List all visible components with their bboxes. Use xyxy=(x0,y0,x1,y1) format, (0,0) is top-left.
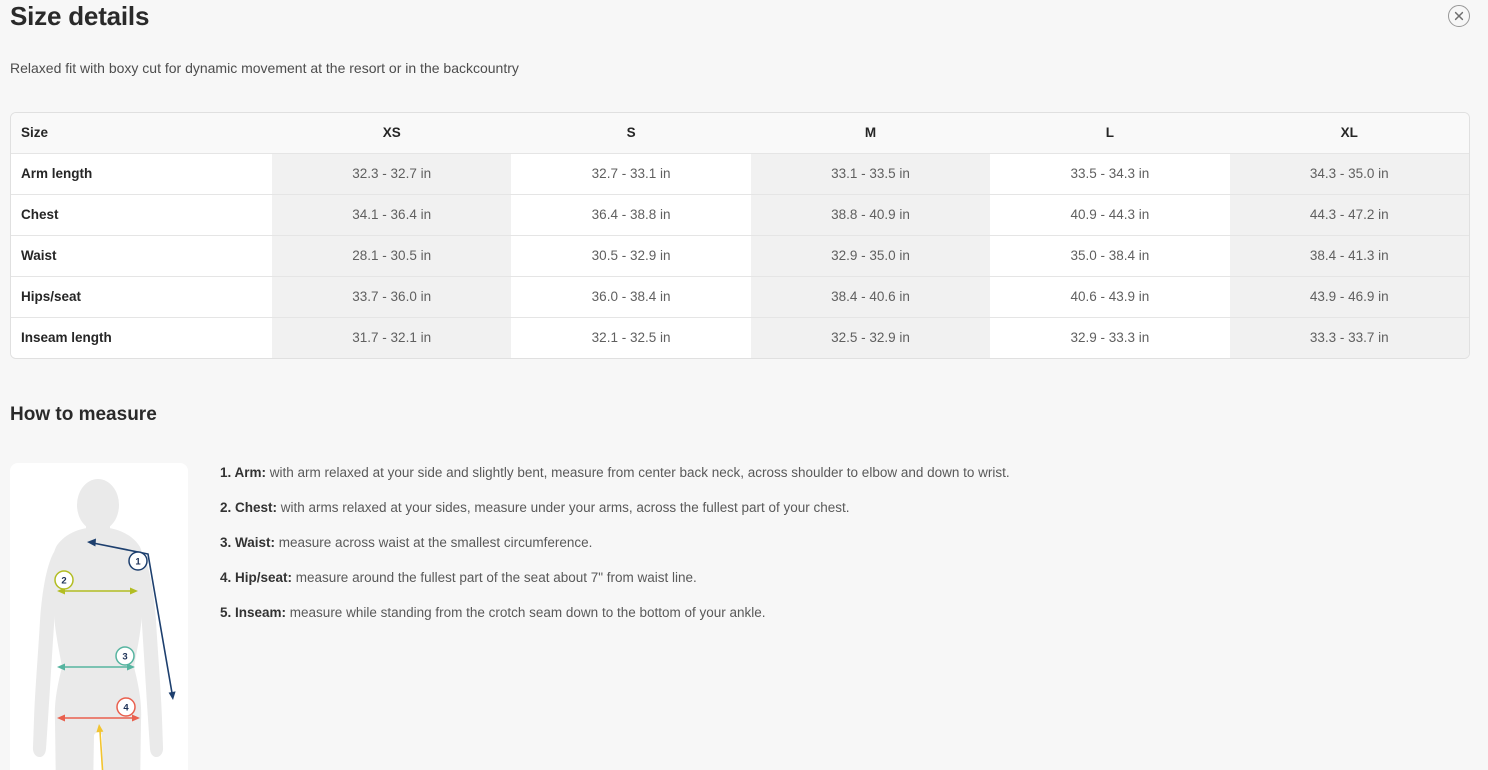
column-header-l: L xyxy=(990,113,1229,153)
cell-m: 38.8 - 40.9 in xyxy=(751,194,990,235)
measure-step-chest: 2. Chest: with arms relaxed at your sides, measure under your arms, across the fullest part of your chest. xyxy=(220,500,850,515)
measure-step-inseam: 5. Inseam: measure while standing from the crotch seam down to the bottom of your ankle. xyxy=(220,605,766,620)
cell-xs: 34.1 - 36.4 in xyxy=(272,194,511,235)
svg-text:4: 4 xyxy=(123,702,129,714)
measurement-diagram xyxy=(10,463,188,770)
cell-m: 32.5 - 32.9 in xyxy=(751,317,990,358)
cell-l: 40.6 - 43.9 in xyxy=(990,276,1229,317)
close-button[interactable] xyxy=(1447,4,1471,28)
table-row xyxy=(11,317,1469,358)
column-header-size: Size xyxy=(11,113,272,153)
cell-xl: 34.3 - 35.0 in xyxy=(1230,153,1469,194)
body-silhouette-diagram xyxy=(10,463,188,770)
cell-m: 38.4 - 40.6 in xyxy=(751,276,990,317)
table-row xyxy=(11,235,1469,276)
size-table-container xyxy=(10,112,1470,359)
table-row xyxy=(11,276,1469,317)
cell-l: 32.9 - 33.3 in xyxy=(990,317,1229,358)
column-header-xs: XS xyxy=(272,113,511,153)
row-label: Arm length xyxy=(11,153,272,194)
cell-xs: 28.1 - 30.5 in xyxy=(272,235,511,276)
measure-step-waist: 3. Waist: measure across waist at the smallest circumference. xyxy=(220,535,593,550)
cell-s: 30.5 - 32.9 in xyxy=(511,235,750,276)
row-label: Hips/seat xyxy=(11,276,272,317)
cell-s: 36.0 - 38.4 in xyxy=(511,276,750,317)
cell-xl: 44.3 - 47.2 in xyxy=(1230,194,1469,235)
measure-instructions xyxy=(220,463,1010,641)
cell-m: 32.9 - 35.0 in xyxy=(751,235,990,276)
row-label: Chest xyxy=(11,194,272,235)
cell-xs: 32.3 - 32.7 in xyxy=(272,153,511,194)
cell-l: 35.0 - 38.4 in xyxy=(990,235,1229,276)
body-silhouette xyxy=(33,479,163,770)
cell-xl: 43.9 - 46.9 in xyxy=(1230,276,1469,317)
close-icon xyxy=(1447,4,1471,28)
svg-text:3: 3 xyxy=(122,651,128,663)
table-row xyxy=(11,153,1469,194)
table-row xyxy=(11,194,1469,235)
measure-step-arm: 1. Arm: with arm relaxed at your side and slightly bent, measure from center back neck, across shoulder to elbow and down to wrist. xyxy=(220,465,1010,480)
cell-m: 33.1 - 33.5 in xyxy=(751,153,990,194)
how-to-measure-heading: How to measure xyxy=(10,404,157,425)
row-label: Waist xyxy=(11,235,272,276)
cell-s: 32.1 - 32.5 in xyxy=(511,317,750,358)
column-header-m: M xyxy=(751,113,990,153)
cell-xl: 38.4 - 41.3 in xyxy=(1230,235,1469,276)
page-title: Size details xyxy=(10,1,150,31)
column-header-xl: XL xyxy=(1230,113,1469,153)
cell-xl: 33.3 - 33.7 in xyxy=(1230,317,1469,358)
cell-l: 40.9 - 44.3 in xyxy=(990,194,1229,235)
size-table xyxy=(11,113,1469,358)
cell-xs: 33.7 - 36.0 in xyxy=(272,276,511,317)
row-label: Inseam length xyxy=(11,317,272,358)
svg-text:2: 2 xyxy=(61,575,67,587)
fit-description: Relaxed fit with boxy cut for dynamic movement at the resort or in the backcountry xyxy=(10,60,519,76)
measure-step-hip: 4. Hip/seat: measure around the fullest part of the seat about 7" from waist line. xyxy=(220,570,697,585)
svg-text:1: 1 xyxy=(135,556,141,568)
cell-s: 36.4 - 38.8 in xyxy=(511,194,750,235)
table-header-row xyxy=(11,113,1469,153)
cell-xs: 31.7 - 32.1 in xyxy=(272,317,511,358)
cell-s: 32.7 - 33.1 in xyxy=(511,153,750,194)
column-header-s: S xyxy=(511,113,750,153)
cell-l: 33.5 - 34.3 in xyxy=(990,153,1229,194)
